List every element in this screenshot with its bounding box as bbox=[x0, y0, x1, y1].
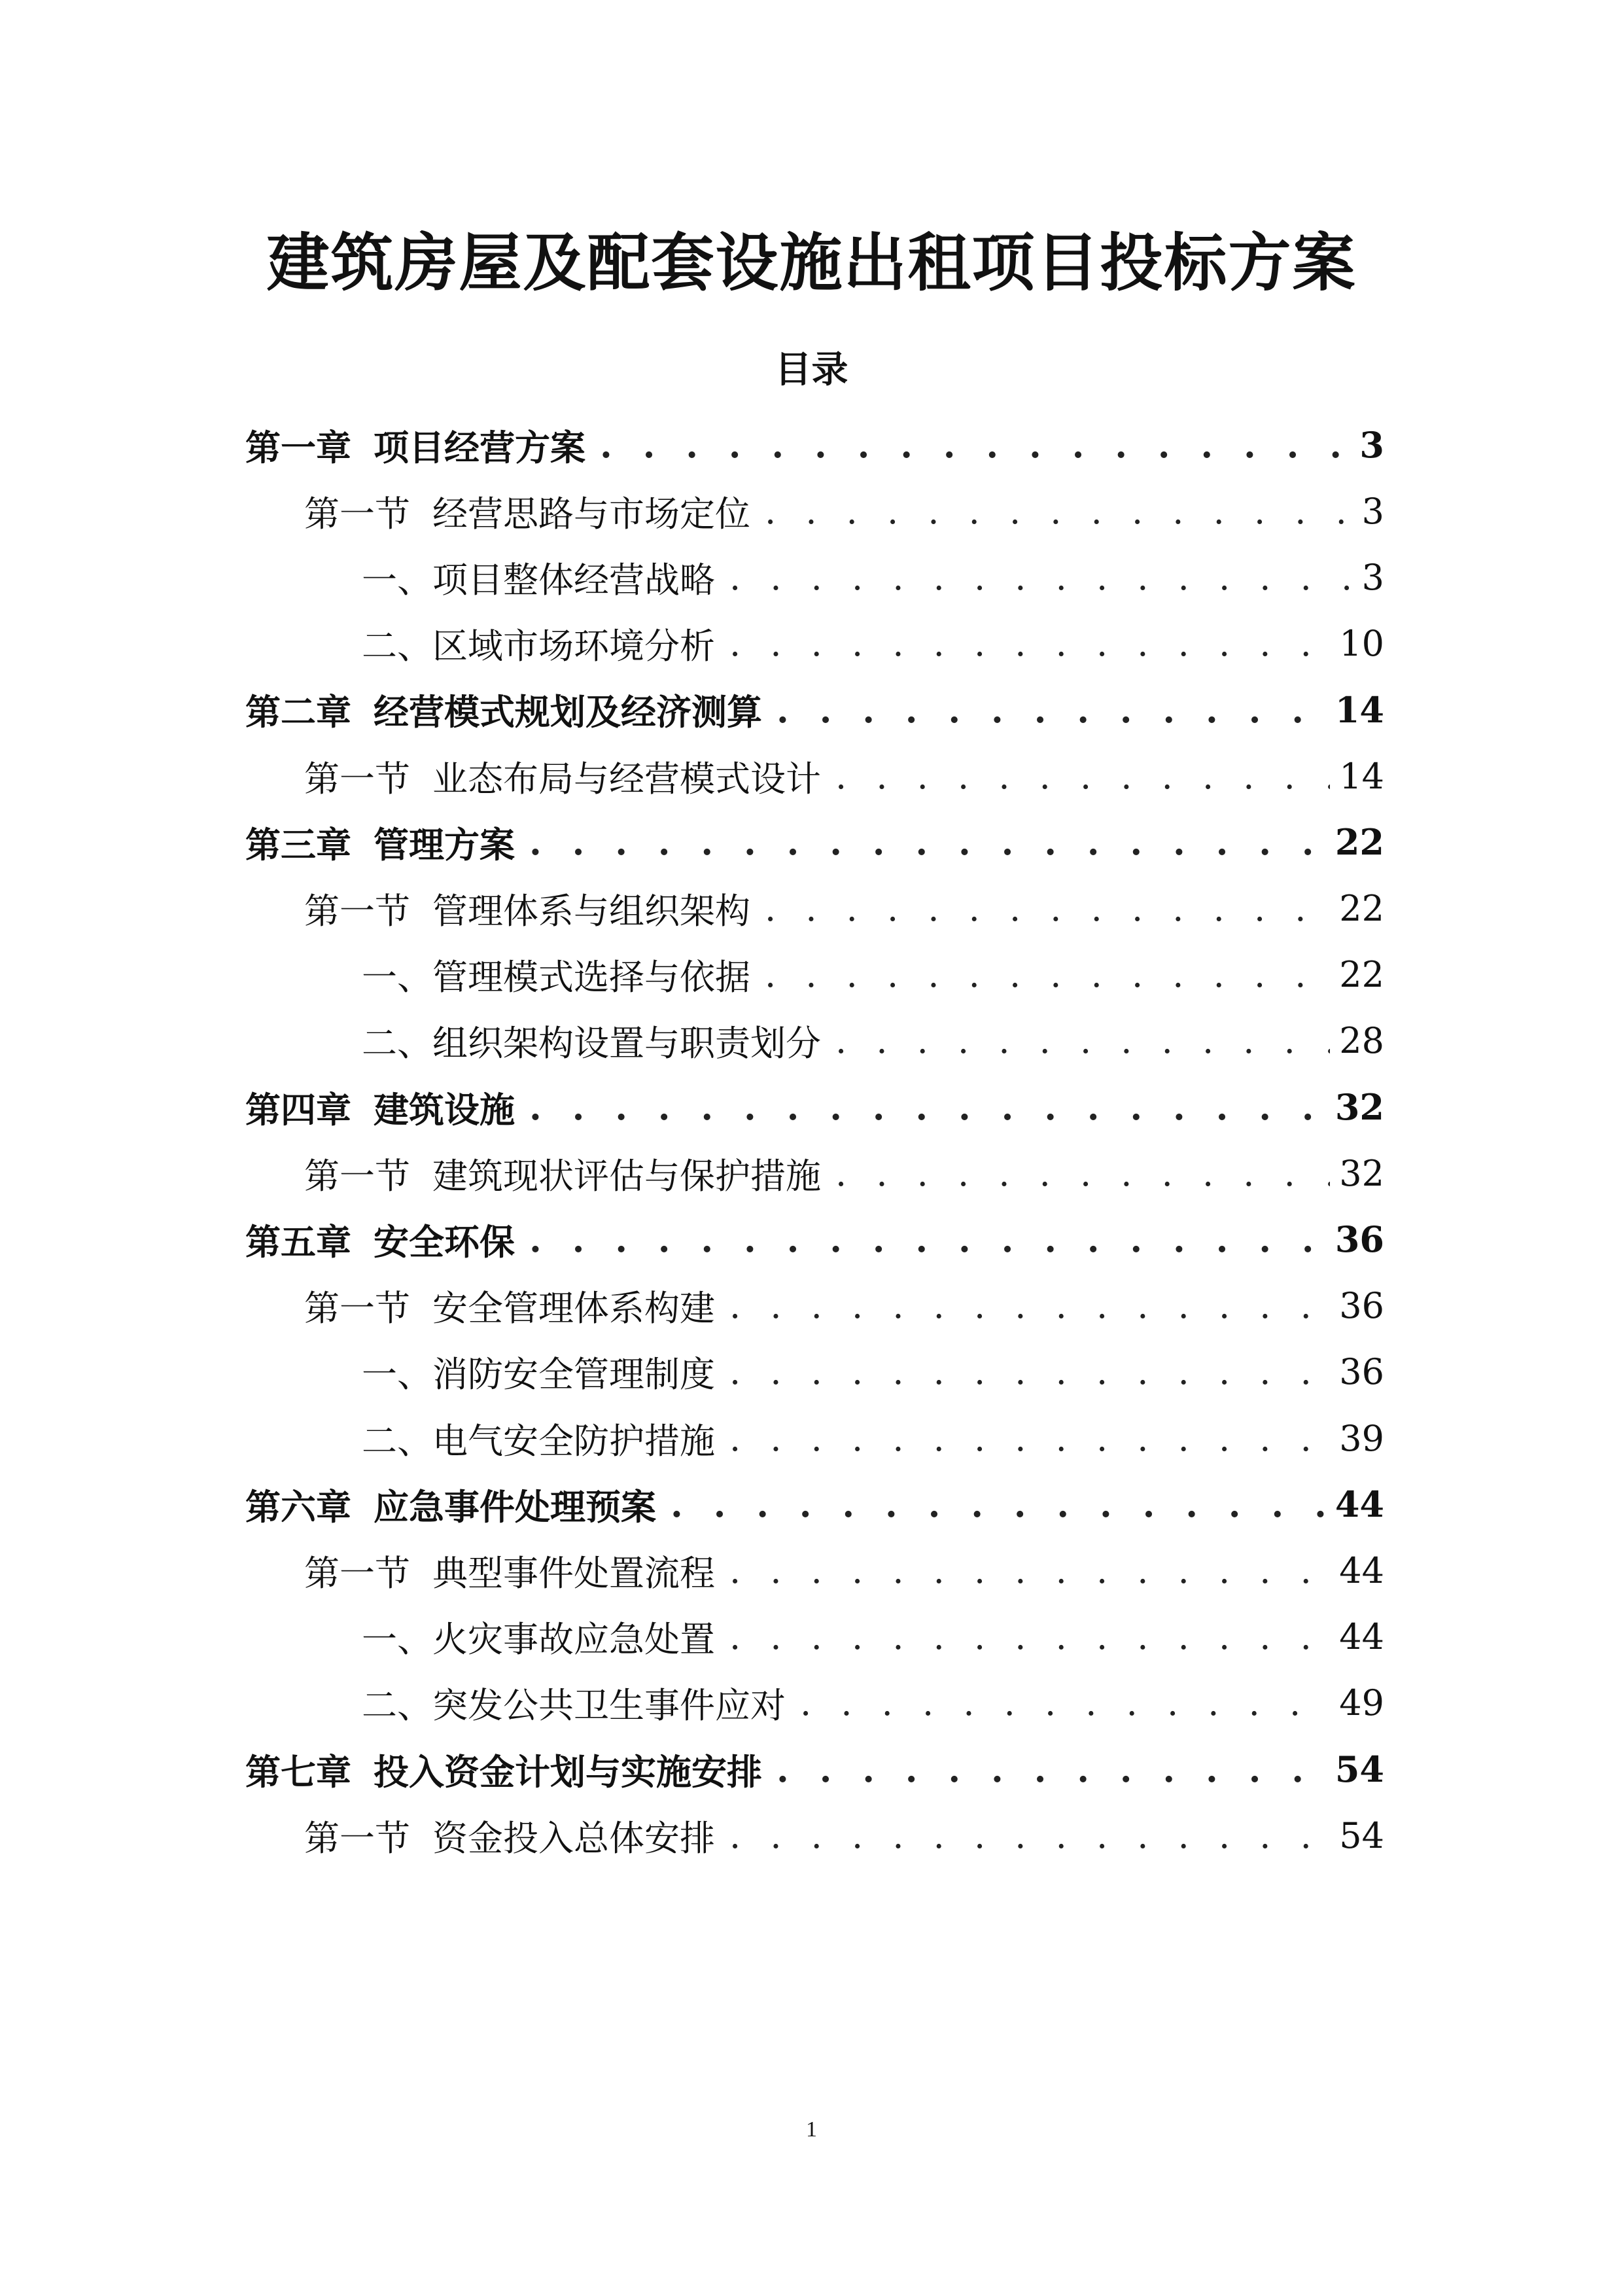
toc-entry-title: 典型事件处置流程 bbox=[432, 1552, 715, 1594]
toc-entry-title: 安全环保 bbox=[374, 1220, 515, 1263]
toc-dot-leader bbox=[529, 1086, 1326, 1128]
toc-entry-title: 投入资金计划与实施安排 bbox=[374, 1750, 762, 1793]
toc-entry-number: 一、 bbox=[362, 559, 432, 601]
toc-entry-page: 28 bbox=[1339, 1020, 1384, 1062]
toc-entry-number: 二、 bbox=[362, 1685, 432, 1727]
toc-entry-page: 36 bbox=[1339, 1285, 1384, 1327]
document-title: 建筑房屋及配套设施出租项目投标方案 bbox=[266, 226, 1357, 300]
toc-entry-number: 二、 bbox=[362, 1023, 432, 1065]
toc-entry[interactable] bbox=[362, 1339, 1384, 1405]
toc-entry-number: 第一节 bbox=[304, 1817, 410, 1859]
toc-entry-number: 第三章 bbox=[245, 823, 351, 866]
toc-dot-leader bbox=[729, 1550, 1330, 1591]
toc-entry-page: 3 bbox=[1361, 556, 1384, 598]
toc-entry-page: 22 bbox=[1339, 954, 1384, 996]
toc-entry-title: 火灾事故应急处置 bbox=[432, 1619, 715, 1661]
toc-dot-leader bbox=[529, 821, 1326, 863]
toc-entry-title: 管理模式选择与依据 bbox=[432, 957, 750, 998]
toc-entry-title: 经营思路与市场定位 bbox=[432, 493, 750, 535]
toc-entry-page: 44 bbox=[1335, 1483, 1384, 1526]
toc-entry-page: 22 bbox=[1335, 821, 1384, 864]
toc-entry-title: 项目经营方案 bbox=[374, 426, 585, 468]
toc-dot-leader bbox=[729, 1815, 1330, 1856]
toc-entry-page: 39 bbox=[1339, 1417, 1384, 1459]
toc-entry-title: 电气安全防护措施 bbox=[432, 1420, 715, 1462]
toc-entry-page: 14 bbox=[1335, 688, 1384, 731]
toc-entry-page: 44 bbox=[1339, 1616, 1384, 1658]
toc-entry-page: 54 bbox=[1335, 1748, 1384, 1790]
toc-dot-leader bbox=[777, 689, 1326, 731]
toc-entry-page: 14 bbox=[1339, 755, 1384, 797]
toc-entry[interactable] bbox=[245, 809, 1384, 875]
toc-entry-number: 第二章 bbox=[245, 691, 351, 733]
toc-entry-title: 突发公共卫生事件应对 bbox=[432, 1685, 786, 1727]
toc-dot-leader bbox=[529, 1218, 1326, 1260]
toc-entry-title: 资金投入总体安排 bbox=[432, 1817, 715, 1859]
toc-entry-title: 安全管理体系构建 bbox=[432, 1288, 715, 1330]
toc-dot-leader bbox=[777, 1748, 1326, 1790]
toc-entry-number: 第一节 bbox=[304, 1155, 410, 1197]
toc-dot-leader bbox=[835, 1020, 1330, 1061]
toc-entry-page: 22 bbox=[1339, 887, 1384, 929]
toc-dot-leader bbox=[729, 1418, 1330, 1459]
toc-dot-leader bbox=[835, 1153, 1330, 1194]
toc-entry-title: 业态布局与经营模式设计 bbox=[432, 758, 821, 800]
toc-entry[interactable] bbox=[362, 942, 1384, 1008]
toc-entry-page: 32 bbox=[1335, 1086, 1384, 1128]
toc-entry-title: 消防安全管理制度 bbox=[432, 1354, 715, 1396]
page-number: 1 bbox=[806, 2117, 817, 2142]
toc-entry[interactable] bbox=[304, 743, 1384, 809]
toc-entry-page: 32 bbox=[1339, 1152, 1384, 1194]
toc-entry[interactable] bbox=[245, 1737, 1384, 1802]
toc-entry-page: 36 bbox=[1335, 1218, 1384, 1261]
toc-entry-title: 建筑设施 bbox=[374, 1088, 515, 1131]
toc-entry-number: 二、 bbox=[362, 1420, 432, 1462]
toc-entry[interactable] bbox=[362, 1604, 1384, 1670]
toc-entry-title: 管理方案 bbox=[374, 823, 515, 866]
toc-heading: 目录 bbox=[775, 348, 848, 391]
toc-dot-leader bbox=[600, 424, 1350, 466]
toc-entry-number: 第四章 bbox=[245, 1088, 351, 1131]
toc-entry-page: 10 bbox=[1339, 623, 1384, 665]
toc-entry-page: 3 bbox=[1359, 424, 1384, 466]
toc-entry[interactable] bbox=[362, 611, 1384, 677]
toc-entry-title: 项目整体经营战略 bbox=[432, 559, 715, 601]
toc-entry-title: 区域市场环境分析 bbox=[432, 626, 715, 667]
toc-entry-title: 组织架构设置与职责划分 bbox=[432, 1023, 821, 1065]
toc-entry[interactable] bbox=[362, 1008, 1384, 1074]
toc-entry[interactable] bbox=[245, 1074, 1384, 1140]
toc-entry-title: 应急事件处理预案 bbox=[374, 1485, 656, 1528]
toc-entry-page: 54 bbox=[1339, 1814, 1384, 1856]
toc-dot-leader bbox=[800, 1682, 1330, 1723]
toc-entry-number: 二、 bbox=[362, 626, 432, 667]
toc-entry[interactable] bbox=[304, 875, 1384, 941]
toc-entry[interactable] bbox=[245, 412, 1384, 478]
toc-entry-page: 3 bbox=[1361, 490, 1384, 532]
toc-entry-number: 第六章 bbox=[245, 1485, 351, 1528]
toc-entry-number: 一、 bbox=[362, 1354, 432, 1396]
toc-entry-title: 管理体系与组织架构 bbox=[432, 890, 750, 932]
toc-entry[interactable] bbox=[304, 1803, 1384, 1868]
toc-entry-number: 第一节 bbox=[304, 1288, 410, 1330]
toc-entry[interactable] bbox=[304, 1140, 1384, 1206]
toc-dot-leader bbox=[765, 954, 1330, 995]
toc-entry[interactable] bbox=[304, 1538, 1384, 1603]
toc-entry[interactable] bbox=[245, 677, 1384, 743]
toc-entry-page: 36 bbox=[1339, 1351, 1384, 1393]
toc-entry[interactable] bbox=[304, 478, 1384, 544]
toc-entry[interactable] bbox=[362, 1670, 1384, 1736]
toc-entry-number: 第一节 bbox=[304, 890, 410, 932]
toc-entry[interactable] bbox=[362, 544, 1384, 610]
toc-entry-number: 第五章 bbox=[245, 1220, 351, 1263]
toc-dot-leader bbox=[729, 623, 1330, 664]
toc-entry-number: 第七章 bbox=[245, 1750, 351, 1793]
toc-dot-leader bbox=[835, 756, 1330, 797]
toc-entry-page: 44 bbox=[1339, 1549, 1384, 1591]
toc-entry-number: 一、 bbox=[362, 1619, 432, 1661]
toc-entry-number: 第一节 bbox=[304, 758, 410, 800]
toc-entry-title: 经营模式规划及经济测算 bbox=[374, 691, 762, 733]
toc-entry[interactable] bbox=[245, 1207, 1384, 1272]
toc-entry[interactable] bbox=[304, 1273, 1384, 1339]
toc-entry-number: 第一章 bbox=[245, 426, 351, 468]
toc-dot-leader bbox=[671, 1483, 1326, 1525]
toc-dot-leader bbox=[729, 1351, 1330, 1392]
toc-dot-leader bbox=[729, 1285, 1330, 1326]
toc-entry-number: 第一节 bbox=[304, 1552, 410, 1594]
toc-entry-page: 49 bbox=[1339, 1682, 1384, 1724]
toc-entry-title: 建筑现状评估与保护措施 bbox=[432, 1155, 821, 1197]
toc-entry-number: 第一节 bbox=[304, 493, 410, 535]
toc-dot-leader bbox=[765, 888, 1330, 929]
toc-dot-leader bbox=[729, 1616, 1330, 1657]
toc-entry[interactable] bbox=[362, 1405, 1384, 1471]
toc-entry[interactable] bbox=[245, 1472, 1384, 1537]
toc-entry-number: 一、 bbox=[362, 957, 432, 998]
toc-dot-leader bbox=[729, 557, 1353, 598]
toc-dot-leader bbox=[765, 491, 1353, 532]
